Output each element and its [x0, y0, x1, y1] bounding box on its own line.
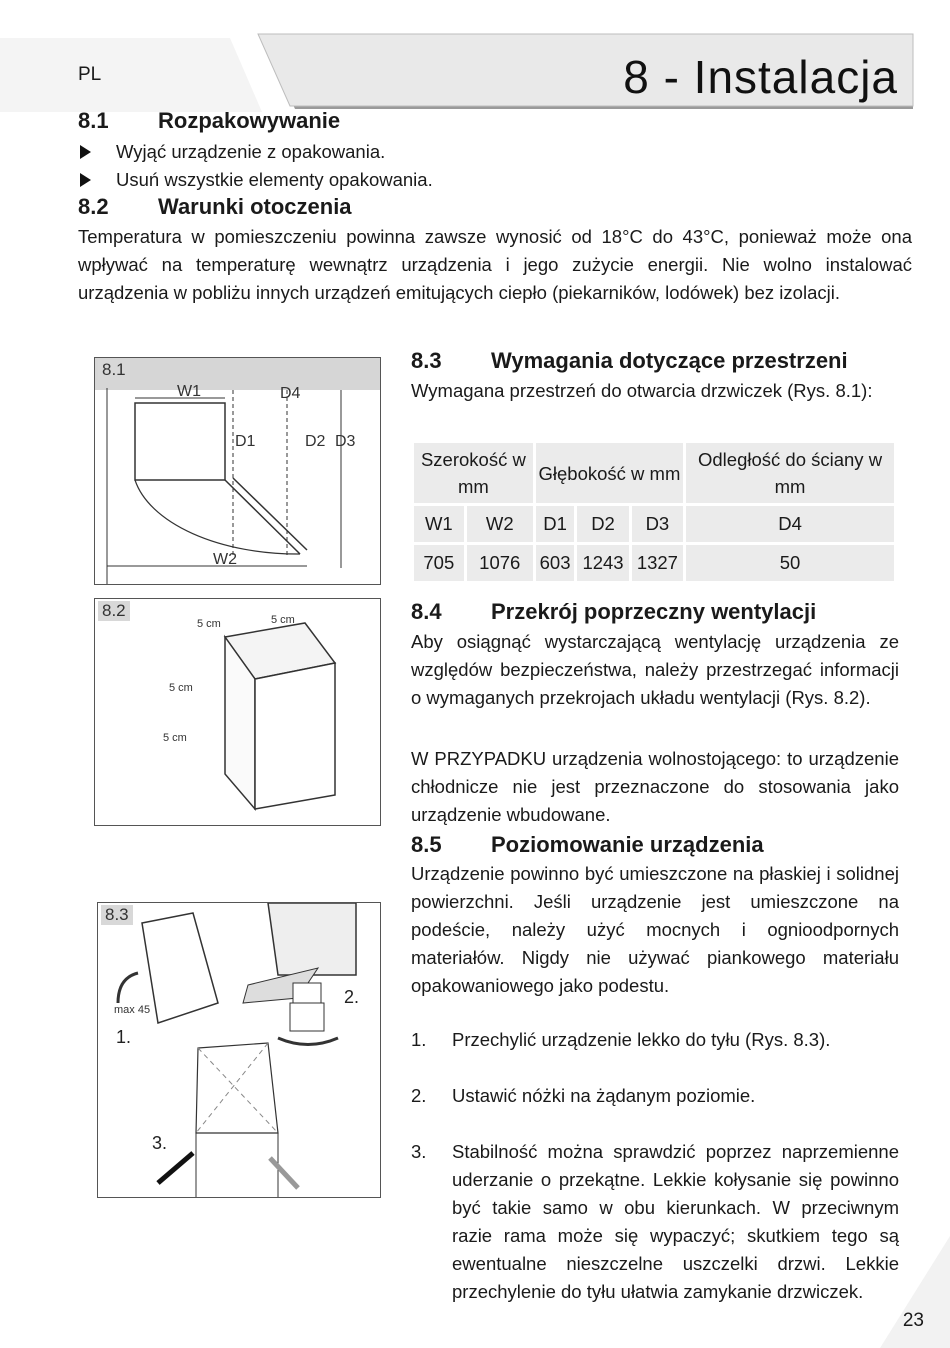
table-cell: D1	[536, 506, 575, 542]
heading-number: 8.4	[411, 599, 442, 624]
bullet-text: Wyjąć urządzenie z opakowania.	[116, 141, 386, 162]
heading-number: 8.2	[78, 194, 109, 219]
chapter-title: 8 - Instalacja	[623, 51, 898, 103]
triangle-bullet-icon	[80, 173, 91, 187]
figure-label: 8.2	[98, 601, 130, 621]
paragraph-leveling: Urządzenie powinno być umieszczone na płaskiej i solidnej powierzchni. Jeśli urządzenie jest umieszczone na podeście, należy użyć mocnych i ognioodpornych materiałów. Nigdy nie używać piankowego materiału opakowaniowego jako podestu.	[411, 863, 899, 996]
list-number: 3.	[411, 1141, 427, 1162]
figure-8-3	[97, 902, 381, 1198]
step-label: 2.	[344, 987, 360, 1007]
table-cell: 603	[536, 545, 575, 581]
table-cell: W1	[414, 506, 464, 542]
table-cell: 1243	[577, 545, 628, 581]
table-cell: 50	[686, 545, 894, 581]
triangle-bullet-icon	[80, 145, 91, 159]
table-cell: D4	[686, 506, 894, 542]
bullet-text: Usuń wszystkie elementy opakowania.	[116, 169, 433, 190]
step-label: 1.	[116, 1027, 132, 1047]
heading-8-1	[78, 108, 340, 134]
heading-number: 8.5	[411, 832, 442, 857]
heading-number: 8.3	[411, 348, 442, 373]
gap-label: 5 cm	[169, 682, 193, 694]
step-label: 3.	[152, 1133, 168, 1153]
paragraph-freestanding: W PRZYPADKU urządzenia wolnostojącego: to urządzenie chłodnicze nie jest przeznaczone do stosowania jako urządzenie wbudowane.	[411, 748, 899, 825]
list-number: 2.	[411, 1085, 427, 1106]
table-cell: 705	[414, 545, 464, 581]
page-number: 23	[902, 1310, 924, 1331]
list-number: 1.	[411, 1029, 427, 1050]
list-text: Stabilność można sprawdzić poprzez naprzemienne uderzanie o przekątne. Lekkie kołysanie się powinno być takie samo w obu kierunkach. W przeciwnym razie rama może się wypaczyć; skutkiem tego są ewentualne nieszczelne uszczelki drzwi. Lekkie przechylenie do tyłu ułatwia zamykanie drzwiczek.	[452, 1141, 899, 1302]
gap-label: 5 cm	[197, 618, 221, 630]
ventilation-diagram	[95, 599, 380, 825]
label-d3: D3	[335, 433, 356, 450]
leveling-diagram	[98, 903, 380, 1197]
heading-8-3	[411, 348, 848, 374]
table-header-wall-distance: Odległość do ściany w mm	[686, 443, 894, 503]
table-cell: 1076	[467, 545, 533, 581]
list-item	[411, 1082, 899, 1110]
heading-title: Warunki otoczenia	[158, 194, 352, 219]
list-item	[411, 1138, 899, 1306]
table-header-row	[414, 443, 894, 503]
figure-8-2	[94, 598, 381, 826]
table-cell: 1327	[632, 545, 683, 581]
figure-8-1	[94, 357, 381, 585]
figure-label: 8.1	[98, 360, 130, 380]
paragraph-environment: Temperatura w pomieszczeniu powinna zawsze wynosić od 18°C do 43°C, ponieważ może ona wpływać na temperaturę wewnątrz urządzenia i jego zużycie energii. Nie wolno instalować urządzenia w pobliżu innych urządzeń emitujących ciepło (piekarników, lodówek) bez izolacji.	[78, 226, 912, 303]
heading-title: Rozpakowywanie	[158, 108, 341, 133]
heading-8-2	[78, 194, 352, 220]
bullet-item	[80, 166, 433, 194]
gap-label: 5 cm	[271, 614, 295, 626]
table-cell: D3	[632, 506, 683, 542]
heading-title: Wymagania dotyczące przestrzeni	[491, 348, 848, 373]
table-row	[414, 545, 894, 581]
dimensions-table	[411, 440, 897, 584]
table-cell: D2	[577, 506, 628, 542]
heading-8-4	[411, 599, 816, 625]
table-header-width: Szerokość w mm	[414, 443, 533, 503]
language-code: PL	[78, 64, 102, 85]
heading-title: Poziomowanie urządzenia	[491, 832, 764, 857]
list-item	[411, 1026, 899, 1054]
figure-label: 8.3	[101, 905, 133, 925]
label-d4: D4	[280, 385, 301, 402]
table-header-depth: Głębokość w mm	[536, 443, 683, 503]
table-row	[414, 506, 894, 542]
label-w2: W2	[213, 551, 237, 568]
label-d2: D2	[305, 433, 326, 450]
bullet-item	[80, 138, 385, 166]
label-w1: W1	[177, 383, 201, 400]
door-clearance-diagram	[95, 358, 380, 584]
heading-title: Przekrój poprzeczny wentylacji	[491, 599, 817, 624]
heading-8-5	[411, 832, 764, 858]
paragraph-ventilation: Aby osiągnąć wystarczającą wentylację urządzenia ze względów bezpieczeństwa, należy przestrzegać informacji o wymaganych przekrojach układu wentylacji (Rys. 8.2).	[411, 631, 899, 708]
list-text: Ustawić nóżki na żądanym poziomie.	[452, 1085, 756, 1106]
paragraph-space-requirements: Wymagana przestrzeń do otwarcia drzwiczek (Rys. 8.1):	[411, 380, 873, 401]
table-cell: W2	[467, 506, 533, 542]
list-text: Przechylić urządzenie lekko do tyłu (Rys. 8.3).	[452, 1029, 831, 1050]
gap-label: 5 cm	[163, 732, 187, 744]
max-angle-label: max 45	[114, 1004, 151, 1016]
label-d1: D1	[235, 433, 256, 450]
heading-number: 8.1	[78, 108, 109, 133]
